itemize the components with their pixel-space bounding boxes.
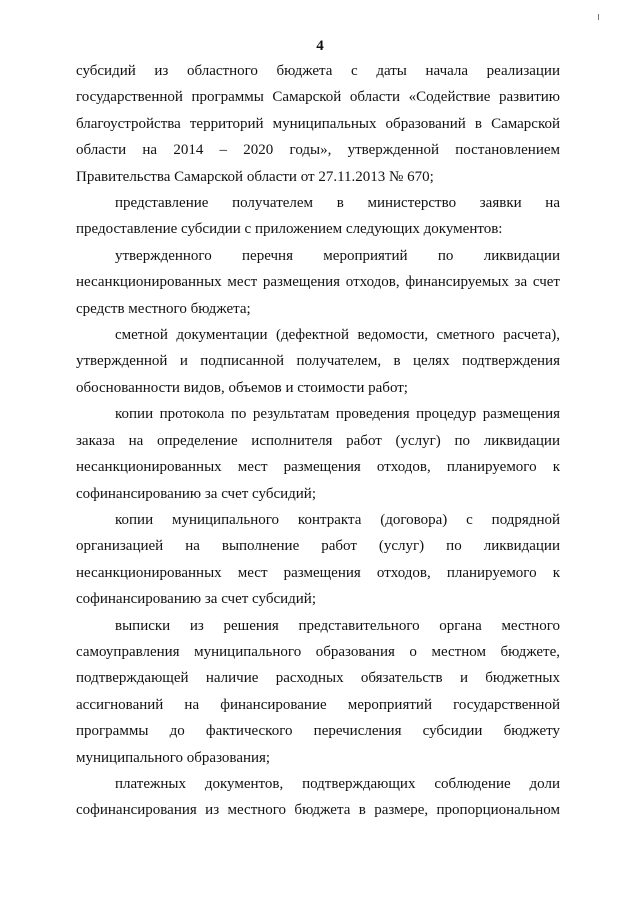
page-number: 4 bbox=[316, 38, 324, 54]
paragraph-application-submission: представление получателем в министерство заявки на предоставление субсидии с приложением следующих документов: bbox=[76, 195, 560, 238]
paragraph-budget-decision-extract: выписки из решения представительного органа местного самоуправления муниципального образования о местном бюджете, подтверждающей наличие расходных обязательств и бюджетных ассигнований на финансирование мероприятий государственной программы до фактического перечисления субсидии бюджету муниципального образования; bbox=[76, 617, 560, 766]
paragraph-estimate-documents: сметной документации (дефектной ведомости, сметного расчета), утвержденной и подписанной получателем, в целях подтверждения обоснованности видов, объемов и стоимости работ; bbox=[76, 327, 560, 396]
scan-edge-mark bbox=[598, 14, 599, 20]
paragraph-payment-documents: платежных документов, подтверждающих соблюдение доли софинансирования из местного бюджета в размере, пропорциональном bbox=[76, 775, 560, 819]
paragraph-subsidy-date: субсидий из областного бюджета с даты начала реализации государственной программы Самарской области «Содействие развитию благоустройства территорий муниципальных образований в Самарской области на 2014 – 2020 годы», утвержденной постановлением Правительства Самарской области от 27.11.2013 № 670; bbox=[76, 63, 560, 185]
paragraph-procurement-protocol: копии протокола по результатам проведения процедур размещения заказа на определение исполнителя работ (услуг) по ликвидации несанкционированных мест размещения отходов, планируемого к софинансированию за счет субсидий; bbox=[76, 406, 560, 502]
paragraph-measures-list: утвержденного перечня мероприятий по ликвидации несанкционированных мест размещения отходов, финансируемых за счет средств местного бюджета; bbox=[76, 247, 560, 317]
document-body bbox=[76, 58, 560, 824]
paragraph-municipal-contract: копии муниципального контракта (договора) с подрядной организацией на выполнение работ (услуг) по ликвидации несанкционированных мест размещения отходов, планируемого к софинансированию за счет субсидий; bbox=[76, 511, 560, 608]
